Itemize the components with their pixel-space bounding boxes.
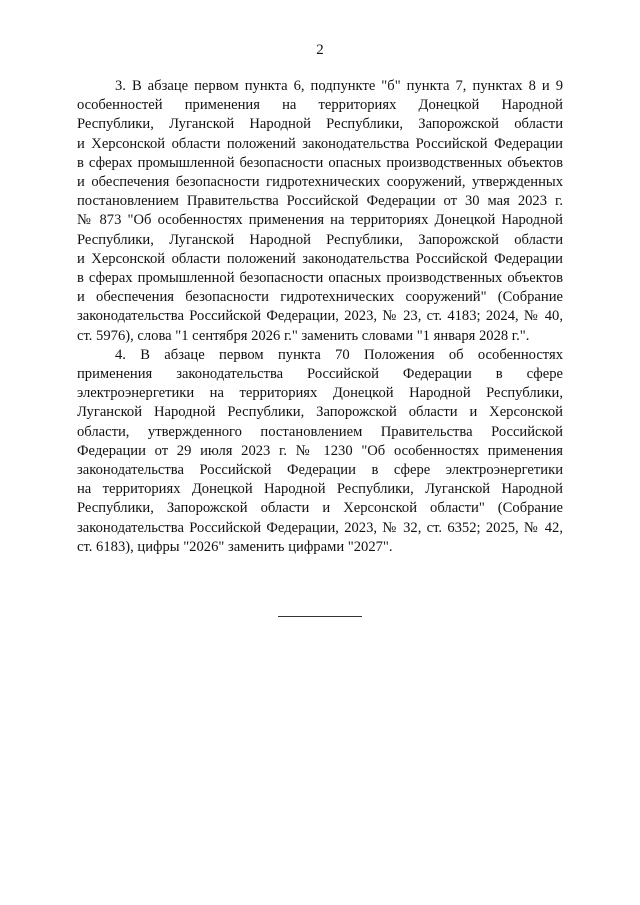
- text-line: особенностей применения на территориях Донецкой Народной: [77, 97, 563, 114]
- text-line: Республики, Луганской Народной Республики, Запорожской области: [77, 116, 563, 133]
- text-line: в сферах промышленной безопасности опасных производственных объектов: [77, 154, 563, 171]
- text-line: и обеспечения безопасности гидротехнических сооружений" (Собрание: [77, 289, 563, 306]
- text-line: и Херсонской области положений законодательства Российской Федерации: [77, 250, 563, 267]
- page-number: 2: [316, 42, 324, 58]
- text-line: Федерации от 29 июля 2023 г. № 1230 "Об особенностях применения: [77, 442, 563, 459]
- text-line: № 873 "Об особенностях применения на территориях Донецкой Народной: [77, 212, 563, 229]
- text-line: и обеспечения безопасности гидротехнических сооружений, утвержденных: [77, 174, 563, 191]
- text-line: ст. 5976), слова "1 сентября 2026 г." заменить словами "1 января 2028 г.".: [77, 327, 530, 344]
- text-line: 4. В абзаце первом пункта 70 Положения об особенностях: [115, 346, 563, 363]
- text-line: 3. В абзаце первом пункта 6, подпункте "б" пункта 7, пунктах 8 и 9: [115, 78, 563, 94]
- text-line: законодательства Российской Федерации в сфере электроэнергетики: [77, 462, 563, 479]
- text-line: области, утвержденного постановлением Правительства Российской: [77, 423, 563, 440]
- document-body: [77, 77, 563, 557]
- text-line: применения законодательства Российской Федерации в сфере: [77, 366, 563, 383]
- text-line: электроэнергетики на территориях Донецкой Народной Республики,: [77, 385, 563, 402]
- text-line: и Херсонской области положений законодательства Российской Федерации: [77, 135, 563, 152]
- text-line: постановлением Правительства Российской Федерации от 30 мая 2023 г.: [77, 193, 563, 210]
- text-line: законодательства Российской Федерации, 2023, № 32, ст. 6352; 2025, № 42,: [77, 519, 563, 536]
- end-of-document-rule: [278, 616, 362, 617]
- text-line: в сферах промышленной безопасности опасных производственных объектов: [77, 270, 563, 287]
- text-line: ст. 6183), цифры "2026" заменить цифрами "2027".: [77, 538, 393, 555]
- text-line: на территориях Донецкой Народной Республики, Луганской Народной: [77, 481, 563, 498]
- paragraph-3: [77, 77, 563, 346]
- paragraph-4: [77, 346, 563, 557]
- text-line: законодательства Российской Федерации, 2023, № 23, ст. 4183; 2024, № 40,: [77, 308, 563, 325]
- text-line: Республики, Луганской Народной Республики, Запорожской области: [77, 231, 563, 248]
- text-line: Луганской Народной Республики, Запорожской области и Херсонской: [77, 404, 563, 421]
- text-line: Республики, Запорожской области и Херсонской области" (Собрание: [77, 500, 563, 517]
